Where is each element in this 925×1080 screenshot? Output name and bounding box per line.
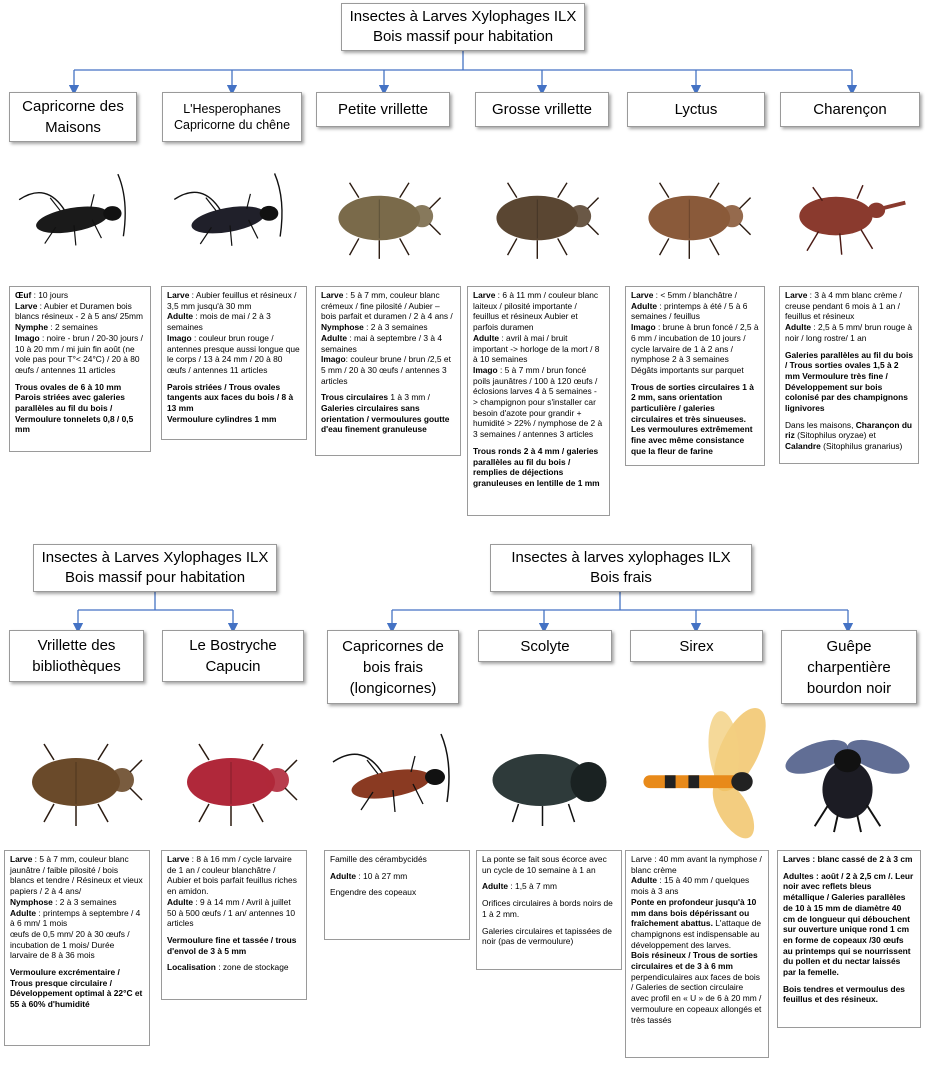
desc-text: : 2,5 à 5 mm/ brun rouge à noir / long rostre/ 1 an (785, 322, 913, 343)
desc-text: : 5 à 7 mm, couleur blanc crémeux / fine pilosité / Aubier – bois parfait et duramen / 2 à 4 ans / (321, 290, 453, 322)
species-name: Capricorne des (22, 98, 124, 115)
desc-line (482, 898, 616, 919)
desc-text: Trous circulaires (321, 392, 389, 403)
species-title-box (327, 630, 459, 704)
desc-text: Larve (785, 290, 808, 300)
species-name: Vrillette des (37, 637, 116, 654)
bottom-left-title-line2: Bois massif pour habitation (64, 569, 246, 586)
bark-beetle-icon (476, 722, 621, 842)
desc-line (783, 871, 915, 978)
species-description (4, 850, 150, 1046)
desc-text: Nymphe (15, 322, 49, 333)
desc-line (631, 382, 759, 457)
desc-line (10, 854, 144, 897)
desc-line (631, 897, 763, 951)
desc-text: L'attaque de champignons est indispensable au développement des larves. (631, 918, 762, 950)
species-title-box (475, 92, 609, 127)
desc-text: : 3 à 4 mm blanc crème / creuse pendant 6 mois à 1 an / feuillus et résineux (785, 290, 902, 322)
desc-text: : 5 à 7 mm, couleur blanc jaunâtre / faible pilosité / bois blancs et tendre / Résineux et vieux papiers / 2 à 4 ans/ (10, 854, 143, 897)
desc-line (783, 854, 915, 865)
desc-text: Trous ronds 2 à 4 mm / galeries parallèles au fil du bois / remplies de déjections granuleuses en lentille de 1 mm (473, 445, 600, 488)
desc-line (15, 333, 145, 376)
species-title-box (630, 630, 763, 662)
desc-text: : 2 semaines (48, 322, 98, 333)
desc-text: Galeries circulaires sans orientation / vermoulures goutte d'eau finement granuleuse (321, 403, 450, 435)
species-name: Capricorne du chêne (173, 118, 291, 132)
desc-text: Imago (473, 364, 498, 375)
desc-line (330, 887, 464, 898)
species-description (779, 286, 919, 464)
desc-text: Nymphose (10, 896, 53, 907)
desc-text: Orifices circulaires à bords noirs de 1 à 2 mm. (482, 898, 613, 919)
desc-line (321, 333, 455, 354)
desc-line (321, 290, 455, 333)
desc-line (330, 854, 464, 865)
desc-line (473, 446, 604, 489)
desc-text: Ponte en profondeur jusqu'à 10 mm dans bois dépérissant ou fraîchement abattus. (631, 896, 757, 929)
species-description (324, 850, 470, 940)
desc-text: Adulte (785, 322, 812, 333)
species-name: Maisons (45, 119, 101, 136)
species-photo (318, 722, 468, 842)
longhorn-beetle-icon (318, 722, 468, 842)
species-title-box (780, 92, 920, 127)
desc-line (785, 350, 913, 414)
species-name: bibliothèques (32, 658, 121, 675)
species-title-box (9, 92, 137, 142)
species-description (9, 286, 151, 452)
species-description (476, 850, 622, 970)
species-description (625, 286, 765, 466)
desc-line (785, 290, 913, 322)
desc-text: Larves : blanc cassé de 2 à 3 cm (783, 854, 913, 864)
species-name: Petite vrillette (337, 101, 429, 118)
desc-text: Imago (631, 322, 656, 333)
desc-text: Adulte (631, 875, 658, 886)
species-title-box (9, 630, 144, 682)
desc-line (10, 908, 144, 929)
desc-text: : printemps à été / 5 à 6 semaines / feuillus (631, 300, 748, 322)
desc-text: Bois résineux / Trous de sorties circulaires et de 3 à 6 mm (631, 950, 758, 972)
desc-line (15, 301, 145, 322)
desc-text: : < 5mm / blanchâtre / (653, 290, 737, 300)
species-name: Grosse vrillette (491, 101, 593, 118)
desc-line (167, 854, 301, 897)
desc-text: Adulte (321, 332, 348, 343)
desc-text: : noire - brun / 20-30 jours / 10 à 20 mm / mi juin fin août (ne vole pas pour T°< 24°C) / 20 à 80 œufs / antennes 11 articles (15, 332, 144, 375)
desc-text: Œuf (15, 290, 32, 300)
bottom-right-title-line1: Insectes à larves xylophages ILX (511, 549, 731, 566)
bottom-left-title-line1: Insectes à Larves Xylophages ILX (41, 549, 269, 566)
desc-text: : couleur brun rouge / antennes presque aussi longue que le corps / 13 à 24 mm / 20 à 80 œufs / antennes 11 articles (167, 332, 300, 375)
species-photo (476, 722, 621, 842)
bottom-right-title-line2: Bois frais (590, 569, 652, 586)
desc-text: (Sitophilus oryzae) et (794, 430, 876, 441)
desc-line (15, 382, 145, 393)
desc-text: : 2 à 3 semaines (363, 322, 428, 333)
desc-text: Vermoulure cylindres 1 mm (167, 413, 277, 424)
desc-text: : 10 jours (31, 290, 69, 300)
desc-line (631, 365, 759, 376)
desc-line (321, 392, 455, 435)
species-name: bourdon noir (806, 679, 892, 697)
desc-text: Adultes : août / 2 à 2,5 cm /. Leur noir avec reflets bleus métallique / Galeries parallèles de 10 à 15 mm de diamètre 40 cm de longueur qui débouchent sur ouverture unique rond 1 cm en forme de copeaux /30 œufs au printemps qui se nourrissent du pollen et du nectar laissés par la femelle. (783, 870, 914, 978)
desc-text: Calandre (785, 441, 821, 452)
species-name: L'Hesperophanes (183, 102, 281, 116)
desc-text: Larve (167, 290, 190, 300)
desc-line (167, 935, 301, 956)
desc-text: Larve : 40 mm avant la nymphose / blanc crème (631, 854, 762, 875)
species-description (315, 286, 461, 456)
desc-line (10, 897, 144, 908)
desc-text: : 6 à 11 mm / couleur blanc laiteux / pilosité importante / feuillus et résineux Aubier et parfois duramen (473, 290, 599, 333)
desc-text: : brune à brun foncé / 2,5 à 6 mm / incubation de 10 jours / cycle larvaire de 1 à 2 ans / nymphose 2 à 3 semaines (631, 322, 759, 365)
desc-line (631, 290, 759, 301)
species-title-box (627, 92, 765, 127)
desc-line (10, 967, 144, 1010)
desc-text: perpendiculaires aux faces de bois / Galeries de section circulaire avec profil en « U » de 6 à 20 mm / vermoulure en copeaux allongés et très tassés (631, 971, 762, 1025)
desc-line (482, 926, 616, 947)
desc-text: Adulte (482, 881, 509, 892)
desc-line (167, 414, 301, 425)
desc-text: : Aubier feuillus et résineux / 3,5 mm jusqu'à 30 mm (167, 290, 297, 311)
desc-text: Larve (473, 290, 496, 300)
species-photo (628, 152, 758, 284)
desc-line (631, 322, 759, 365)
desc-text: : 1,5 à 7 mm (508, 881, 557, 892)
desc-text: Adulte (167, 311, 194, 322)
desc-text: (Sitophilus granarius) (820, 441, 903, 452)
desc-line (482, 881, 616, 892)
desc-line (167, 290, 301, 311)
bottom-left-title-box (33, 544, 277, 592)
desc-text: Charançon du riz (785, 419, 913, 441)
species-photo (780, 715, 915, 845)
desc-line (15, 290, 145, 301)
desc-text: Parois striées / Trous ovales tangents aux faces du bois / 8 à 13 mm (167, 381, 294, 414)
desc-text: Adulte (330, 870, 357, 881)
species-name: Le Bostryche (189, 637, 277, 654)
species-name: (longicornes) (349, 679, 437, 697)
desc-text: Adulte (10, 907, 37, 918)
species-title-box (162, 630, 304, 682)
species-name: Sirex (679, 637, 714, 655)
species-description (161, 286, 307, 440)
desc-line (167, 962, 301, 973)
desc-line (15, 392, 145, 435)
desc-line (482, 854, 616, 875)
desc-line (15, 322, 145, 333)
desc-text: : 8 à 16 mm / cycle larvaire de 1 an / couleur blanchâtre / Aubier et bois parfait feuillus riches en amidon. (167, 854, 297, 897)
desc-text: : couleur brune / brun /2,5 et 5 mm / 20 à 30 œufs / antennes 3 articles (321, 354, 451, 386)
weevil-icon (780, 152, 915, 284)
longhorn-beetle-icon (10, 152, 138, 284)
desc-text: Adulte (473, 332, 500, 343)
species-photo (780, 152, 915, 284)
desc-text: : 10 à 27 mm (356, 870, 408, 881)
desc-text: : zone de stockage (215, 962, 289, 973)
desc-text: Larve (10, 854, 33, 864)
desc-text: : mai à septembre / 3 à 4 semaines (321, 332, 443, 354)
desc-text: Imago (167, 332, 192, 343)
species-photo (476, 152, 606, 284)
species-name: bois frais (362, 658, 424, 676)
desc-line (631, 854, 763, 875)
desc-line (785, 322, 913, 343)
top-title-line2: Bois massif pour habitation (372, 28, 554, 45)
desc-line (167, 333, 301, 376)
species-description (777, 850, 921, 1028)
desc-text: Vermoulure excrémentaire / Trous presque circulaire / Développement optimal à 22°C et 55 à 60% d'humidité (10, 967, 143, 1010)
desc-text: Larve (631, 290, 654, 300)
top-title-box (341, 3, 585, 51)
species-name: Scolyte (520, 637, 570, 655)
species-photo (165, 152, 295, 284)
desc-text: Dans les maisons, (785, 419, 856, 430)
species-photo (10, 152, 138, 284)
species-title-box (781, 630, 917, 704)
desc-line (330, 871, 464, 882)
bottom-right-title-box (490, 544, 752, 592)
desc-text: Bois tendres et vermoulus des feuillus et des résineux. (783, 983, 905, 1005)
top-title-line1: Insectes à Larves Xylophages ILX (349, 8, 577, 25)
desc-text: : Aubier et Duramen bois blancs résineux - 2 à 5 ans/ 25mm (15, 300, 144, 322)
desc-text: Larve (15, 300, 38, 311)
desc-text: Localisation (167, 962, 216, 973)
desc-line (167, 311, 301, 332)
species-photo (622, 692, 772, 850)
desc-line (167, 382, 301, 414)
beetle-icon (628, 152, 758, 284)
desc-line (473, 365, 604, 440)
species-name: Guêpe (826, 637, 872, 655)
desc-text: œufs de 0,5 mm/ 20 à 30 œufs / incubation de 1 mois/ Durée larvaire de 8 à 36 mois (10, 928, 130, 961)
species-name: Capricornes de (342, 637, 444, 655)
desc-text: Larve (167, 854, 190, 864)
species-title-box (162, 92, 302, 142)
species-name: Charençon (813, 101, 887, 118)
desc-line (631, 875, 763, 896)
wasp-icon (622, 692, 772, 850)
beetle-icon (318, 152, 448, 284)
species-description (625, 850, 769, 1058)
desc-text: : 15 à 40 mm / quelques mois à 3 ans (631, 875, 750, 897)
desc-text: Dégâts importants sur parquet (631, 364, 744, 375)
desc-text: Adulte (167, 896, 194, 907)
desc-text: Galeries circulaires et tapissées de noir (pas de vermoulure) (482, 925, 612, 947)
desc-line (785, 420, 913, 452)
longhorn-beetle-icon (165, 152, 295, 284)
desc-text: : mois de mai / 2 à 3 semaines (167, 311, 271, 333)
species-title-box (478, 630, 612, 662)
desc-text: Larve (321, 290, 344, 300)
desc-text: : printemps à septembre / 4 à 6 mm/ 1 mois (10, 907, 141, 929)
desc-text: Galeries parallèles au fil du bois / Trous sorties ovales 1,5 à 2 mm Vermoulure très fine / Développement sur bois colonisé par des champignons lignivores (785, 349, 914, 414)
desc-text: Adulte (631, 300, 658, 311)
desc-text: : 2 à 3 semaines (52, 896, 117, 907)
species-description (467, 286, 610, 516)
desc-line (10, 929, 144, 961)
desc-line (783, 984, 915, 1005)
desc-line (631, 301, 759, 322)
desc-text: Famille des cérambycidés (330, 854, 427, 864)
desc-text: Imago (15, 332, 40, 343)
desc-text: : 5 à 7 mm / brun foncé poils jaunâtres / 100 à 120 œufs / éclosions larves 4 à 5 semaines - > champignon pour s'installer car besoin d'azote pour grandir + humidité > 22% / nymphose de 2 à 3 semaines / antennes 3 articles (473, 364, 603, 440)
desc-line (321, 354, 455, 386)
species-name: charpentière (807, 658, 891, 676)
species-photo (160, 722, 310, 842)
species-title-box (316, 92, 450, 127)
beetle-icon (476, 152, 606, 284)
desc-text: La ponte se fait sous écorce avec un cycle de 10 semaine à 1 an (482, 854, 607, 875)
desc-text: : 9 à 14 mm / Avril à juillet 50 à 500 œufs / 1 an/ antennes 10 articles (167, 896, 296, 929)
desc-line (631, 950, 763, 1025)
desc-text: 1 à 3 mm / (388, 392, 430, 403)
desc-text: Nymphose (321, 322, 364, 333)
species-photo (5, 722, 155, 842)
species-name: Lyctus (674, 101, 718, 118)
species-description (161, 850, 307, 1000)
desc-text: Trous de sorties circulaires 1 à 2 mm, sans orientation particulière / galeries circulaires et très sinueuses. Les vermoulures extrêmement fine avec même consistance que la fleur de farine (631, 381, 754, 456)
desc-line (167, 897, 301, 929)
beetle-icon (160, 722, 310, 842)
desc-text: Trous ovales de 6 à 10 mm (15, 381, 122, 392)
species-photo (318, 152, 448, 284)
desc-text: Vermoulure fine et tassée / trous d'envol de 3 à 5 mm (167, 934, 297, 956)
desc-line (473, 333, 604, 365)
desc-text: : avril à mai / bruit important -> horloge de la mort / 8 à 10 semaines (473, 332, 600, 365)
beetle-icon (5, 722, 155, 842)
desc-text: Parois striées avec galeries parallèles au fil du bois / Vermoulure tonnelets 0,8 / 0,5 mm (15, 392, 134, 435)
desc-text: Imago (321, 354, 346, 365)
species-name: Capucin (205, 658, 261, 675)
bee-icon (780, 715, 915, 845)
desc-text: Engendre des copeaux (330, 887, 417, 898)
desc-line (473, 290, 604, 333)
